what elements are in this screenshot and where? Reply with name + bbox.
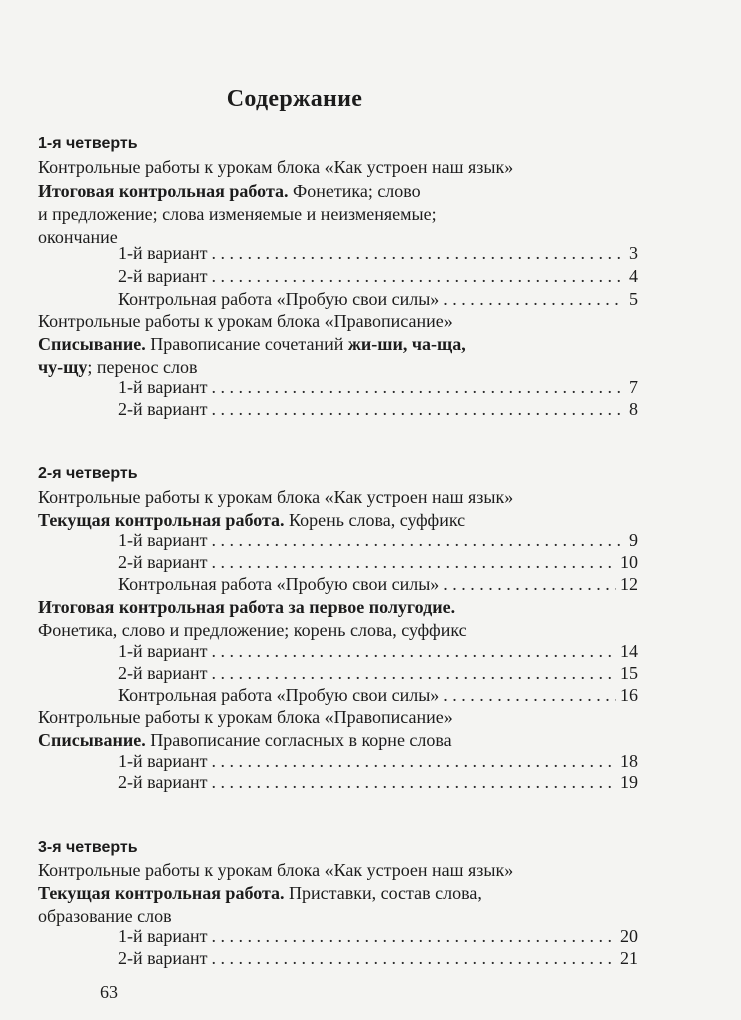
page-ref: 14: [620, 641, 638, 661]
dot-leader: [212, 640, 617, 662]
toc-entry[interactable]: 2-й вариант . . . 4: [118, 265, 638, 287]
page-ref: 18: [620, 751, 638, 771]
q3-current-test-line1: Текущая контрольная работа. Приставки, состав слова,: [38, 883, 482, 903]
q3-block1-heading: Контрольные работы к урокам блока «Как устроен наш язык»: [38, 860, 514, 880]
q1-final-test-line2: и предложение; слова изменяемые и неизменяемые;: [38, 204, 437, 224]
dot-leader: [212, 947, 617, 969]
page-number: 63: [100, 982, 118, 1002]
page-ref: 7: [629, 377, 638, 397]
page-ref: 20: [620, 926, 638, 946]
page-title: Содержание: [226, 86, 363, 112]
toc-entry[interactable]: 2-й вариант . . . 21: [118, 947, 638, 969]
dot-leader: [212, 376, 625, 398]
dot-leader: [443, 288, 624, 310]
q2-half-year-topics: Фонетика, слово и предложение; корень слова, суффикс: [38, 620, 467, 640]
quarter-1-heading: 1-я четверть: [38, 135, 138, 152]
dot-leader: [212, 551, 617, 573]
dot-leader: [212, 242, 625, 264]
q2-half-year-test: Итоговая контрольная работа за первое полугодие.: [38, 597, 456, 617]
toc-entry[interactable]: Контрольная работа «Пробую свои силы» . . . 12: [118, 573, 638, 595]
page-ref: 15: [620, 663, 638, 683]
quarter-2-heading: 2-я четверть: [38, 465, 138, 482]
quarter-3-heading: 3-я четверть: [38, 839, 138, 856]
page-ref: 12: [620, 574, 638, 594]
dot-leader: [212, 265, 625, 287]
q1-block1-heading: Контрольные работы к урокам блока «Как устроен наш язык»: [38, 157, 514, 177]
toc-entry[interactable]: 2-й вариант . . . 8: [118, 398, 638, 420]
q1-copying-line1: Списывание. Правописание сочетаний жи-ши, ча-ща,: [38, 334, 466, 354]
toc-entry[interactable]: 1-й вариант . . . 18: [118, 750, 638, 772]
dot-leader: [212, 529, 625, 551]
toc-entry[interactable]: 1-й вариант . . . 7: [118, 376, 638, 398]
toc-entry[interactable]: 1-й вариант . . . 14: [118, 640, 638, 662]
dot-leader: [443, 684, 616, 706]
toc-entry[interactable]: 2-й вариант . . . 15: [118, 662, 638, 684]
dot-leader: [212, 771, 617, 793]
dot-leader: [212, 662, 617, 684]
toc-entry[interactable]: 1-й вариант . . . 3: [118, 242, 638, 264]
q2-copying: Списывание. Правописание согласных в корне слова: [38, 730, 452, 750]
q1-final-test-line3: окончание: [38, 227, 118, 247]
toc-entry[interactable]: 2-й вариант . . . 19: [118, 771, 638, 793]
page-ref: 9: [629, 530, 638, 550]
page-ref: 8: [629, 399, 638, 419]
page-ref: 21: [620, 948, 638, 968]
q2-current-test: Текущая контрольная работа. Корень слова, суффикс: [38, 510, 466, 530]
q1-copying-line2: чу-щу; перенос слов: [38, 357, 198, 377]
page-ref: 4: [629, 266, 638, 286]
toc-entry[interactable]: 2-й вариант . . . 10: [118, 551, 638, 573]
page-ref: 10: [620, 552, 638, 572]
page-ref: 19: [620, 772, 638, 792]
q1-final-test-line1: Итоговая контрольная работа. Фонетика; слово: [38, 181, 421, 201]
page-ref: 5: [629, 289, 638, 309]
toc-entry[interactable]: 1-й вариант . . . 20: [118, 925, 638, 947]
dot-leader: [212, 925, 617, 947]
toc-entry[interactable]: Контрольная работа «Пробую свои силы» . . . 16: [118, 684, 638, 706]
page-ref: 3: [629, 243, 638, 263]
q2-block1-heading: Контрольные работы к урокам блока «Как устроен наш язык»: [38, 487, 514, 507]
dot-leader: [443, 573, 616, 595]
toc-entry[interactable]: 1-й вариант . . . 9: [118, 529, 638, 551]
dot-leader: [212, 398, 625, 420]
dot-leader: [212, 750, 617, 772]
page-ref: 16: [620, 685, 638, 705]
q2-block2-heading: Контрольные работы к урокам блока «Правописание»: [38, 707, 453, 727]
toc-entry[interactable]: Контрольная работа «Пробую свои силы» . . . 5: [118, 288, 638, 310]
q1-block2-heading: Контрольные работы к урокам блока «Правописание»: [38, 311, 453, 331]
q3-current-test-line2: образование слов: [38, 906, 172, 926]
